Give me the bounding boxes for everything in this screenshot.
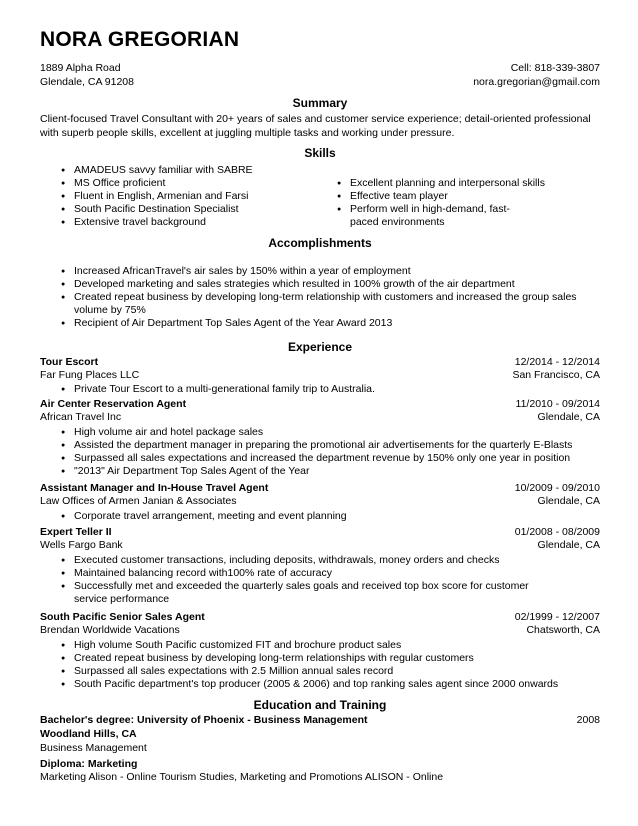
list-item: ● South Pacific department's top producer (2005 & 2006) and top ranking sales agent since 2000 onwards [40,678,600,691]
job-company: African Travel Inc [40,411,122,423]
summary-heading: Summary [292,96,348,110]
job-bullets [40,426,600,478]
job-location: Glendale, CA [537,539,600,551]
skills-left-list [40,164,330,229]
candidate-name: NORA GREGORIAN [40,28,240,51]
list-item: ● "2013" Air Department Top Sales Agent of the Year [40,465,600,478]
email[interactable]: nora.gregorian@gmail.com [473,76,600,88]
degree-year: 2008 [576,714,600,726]
diploma-detail: Marketing Alison - Online Tourism Studies, Marketing and Promotions ALISON - Online [40,771,444,783]
job-title-row [40,356,600,370]
job-bullets [40,554,560,606]
job-title: Tour Escort [40,356,99,368]
list-item: ● AMADEUS savvy familiar with SABRE [40,164,330,177]
degree-location: Woodland Hills, CA [40,728,137,740]
accomplishments-heading: Accomplishments [268,236,372,250]
job-company: Law Offices of Armen Janian & Associates [40,495,237,507]
degree-field: Business Management [40,742,147,754]
list-item: ● High volume South Pacific customized FIT and brochure product sales [40,639,600,652]
skills-right-list [316,177,576,229]
job-company-row [40,411,600,425]
summary-line-1: Client-focused Travel Consultant with 20+ years of sales and customer service experience; detail-oriented professional [40,113,591,125]
list-item: ● High volume air and hotel package sales [40,426,600,439]
diploma: Diploma: Marketing [40,758,138,770]
phone: Cell: 818-339-3807 [510,62,600,74]
job-dates: 11/2010 - 09/2014 [515,398,600,410]
list-item: ● Extensive travel background [40,216,330,229]
list-item: ● Created repeat business by developing long-term relationships with regular customers [40,652,600,665]
job-dates: 01/2008 - 08/2009 [514,526,600,538]
job-bullets [40,383,580,396]
list-item: ● Created repeat business by developing long-term relationship with customers and increased the group sales volume by 75% [40,291,580,317]
experience-heading: Experience [287,340,353,354]
job-company-row [40,369,600,383]
list-item: ● Excellent planning and interpersonal skills [316,177,576,190]
job-location: Glendale, CA [537,411,600,423]
job-location: San Francisco, CA [512,369,600,381]
list-item: ● Recipient of Air Department Top Sales Agent of the Year Award 2013 [40,317,580,330]
education-heading: Education and Training [253,698,387,712]
list-item: ● South Pacific Destination Specialist [40,203,330,216]
job-title-row [40,398,600,412]
accomplishments-list [40,265,580,330]
job-location: Chatsworth, CA [526,624,600,636]
job-dates: 10/2009 - 09/2010 [514,482,600,494]
summary-line-2: with superb people skills, excellent at juggling multiple tasks and working under pressure. [40,127,455,139]
list-item: ● Private Tour Escort to a multi-generational family trip to Australia. [40,383,580,396]
address-line-2: Glendale, CA 91208 [40,76,134,88]
job-company-row [40,495,600,509]
list-item: ● Developed marketing and sales strategies which resulted in 100% growth of the air department [40,278,580,291]
list-item: ● Increased AfricanTravel's air sales by 150% within a year of employment [40,265,580,278]
list-item: ● Maintained balancing record with100% rate of accuracy [40,567,560,580]
job-title: Air Center Reservation Agent [40,398,187,410]
list-item: ● Surpassed all sales expectations and increased the department revenue by 150% only one year in position [40,452,600,465]
job-company: Brendan Worldwide Vacations [40,624,180,636]
address-line-1: 1889 Alpha Road [40,62,121,74]
list-item: ● Surpassed all sales expectations with 2.5 Million annual sales record [40,665,600,678]
list-item: ● Fluent in English, Armenian and Farsi [40,190,330,203]
job-company: Wells Fargo Bank [40,539,123,551]
skills-heading: Skills [304,146,336,160]
job-company-row [40,624,600,638]
job-company: Far Fung Places LLC [40,369,140,381]
degree: Bachelor's degree: University of Phoenix - Business Management [40,714,368,726]
degree-location-row [40,728,600,742]
list-item: ● Assisted the department manager in preparing the promotional air advertisements for the quarterly E-Blasts [40,439,600,452]
diploma-row [40,758,600,772]
job-title-row [40,482,600,496]
job-title-row [40,611,600,625]
list-item: ● Executed customer transactions, including deposits, withdrawals, money orders and checks [40,554,560,567]
list-item: ● Successfully met and exceeded the quarterly sales goals and received top box score for customer service performance [40,580,560,606]
job-title: Assistant Manager and In-House Travel Agent [40,482,269,494]
degree-field-row [40,742,600,756]
job-title: Expert Teller II [40,526,112,538]
diploma-detail-row [40,771,600,785]
list-item: ● Corporate travel arrangement, meeting and event planning [40,510,580,523]
job-title-row [40,526,600,540]
job-dates: 02/1999 - 12/2007 [514,611,600,623]
list-item: ● Effective team player [316,190,576,203]
list-item: ● Perform well in high-demand, fast-paced environments [316,203,520,229]
job-dates: 12/2014 - 12/2014 [514,356,600,368]
job-bullets [40,510,580,523]
job-title: South Pacific Senior Sales Agent [40,611,205,623]
list-item: ● MS Office proficient [40,177,330,190]
job-bullets [40,639,600,691]
job-company-row [40,539,600,553]
job-location: Glendale, CA [537,495,600,507]
degree-row [40,714,600,728]
